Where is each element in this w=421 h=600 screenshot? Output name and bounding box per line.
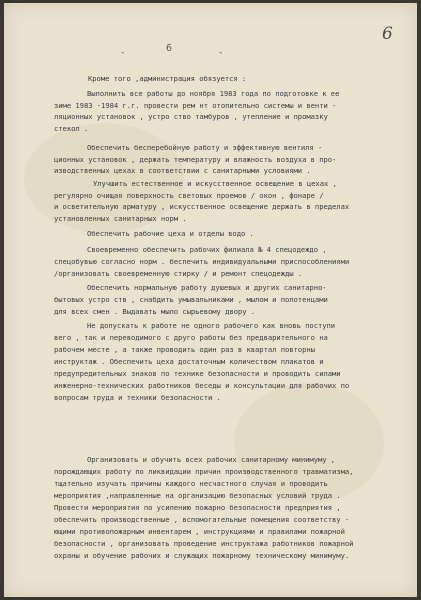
text-line: Улучшить естественное и искусственное освещение в цехах , — [93, 179, 337, 188]
text-line: Организовать и обучить всех рабочих санитарному минимуму , — [87, 455, 336, 464]
text-line: рабочем месте , а также проводить один раз в квартал повторны — [54, 345, 315, 354]
text-line: мероприятия ,направленные на организацию безопасных условий труда . — [54, 491, 341, 500]
text-line: предупредительных знаков по технике безопасности и проводить силами — [54, 369, 341, 378]
text-line: Обеспечить рабочие цеха и отделы водо . — [87, 229, 254, 238]
text-line: Обеспечить бесперебойную работу и эффективную вентиля - — [87, 143, 323, 152]
text-line: спецобувью согласно норм . беспечить индивидуальными приспособлениями — [54, 257, 350, 266]
text-line: стекол . — [54, 124, 89, 133]
text-line: безопасности , организовать проведение инструктажа работников пожарной — [54, 539, 354, 548]
text-line: зиме 1983 -1984 г.г. провести рем нт отопительно системы и венти - — [54, 101, 337, 110]
header-dash-right: - — [218, 48, 224, 58]
text-line: и осветительную арматуру , искусственное освещение держать в пределах — [54, 202, 350, 211]
text-line: инженерно-технических работников беседы и консультации для рабочих по — [54, 381, 350, 390]
text-line: Кроме того ,администрация обязуется : — [88, 74, 247, 83]
text-line: бытовых устро ств , снабдить умывальниками , мылом и полотенцами — [54, 295, 328, 304]
text-line: для всех смен . Выдавать мыло сырьевому двору . — [54, 307, 256, 316]
page-number: 6 — [166, 43, 172, 54]
text-line: ционных установок , держать температуру и влажность воздуха в про- — [54, 155, 337, 164]
text-line: регулярно очищая поверхность световых проемов / окон , фонаре / — [54, 191, 324, 200]
text-line: порождающих работу по ликвидации причин производственного травматизма, — [54, 467, 354, 476]
text-line: Выполнить все работы до ноября 1983 года по подготовке к ее — [87, 89, 340, 98]
text-line: ляционных установок , устро ство тамбуров , утепление и промазку — [54, 112, 328, 121]
text-line: вопросам труда и техники безопасности . — [54, 393, 221, 402]
text-line: установленных санитарных норм . — [54, 214, 187, 223]
text-line: Своевременно обеспечить рабочих филиала № 4 спецодеждо , — [87, 245, 327, 254]
text-line: вего , так и переводимого с друго работы без предварительного на — [54, 333, 328, 342]
text-line: охраны и обучение рабочих и служащих пожарному техническому минимуму. — [54, 551, 350, 560]
text-line: ющими противопожарным инвентарем , инструкциями и правилами пожарной — [54, 527, 345, 536]
text-line: инструктаж . Обеспечить цеха достаточным количеством плакатов и — [54, 357, 324, 366]
text-line: обеспечить производственные , вспомогательные помещения соответству - — [54, 515, 350, 524]
text-line: Провести мероприятия по усилению пожарно безопасности предприятия , — [54, 503, 341, 512]
text-line: /организовать своевременную стирку / и ремонт спецодежды . — [54, 269, 303, 278]
header-dash-left: - — [120, 48, 126, 58]
text-line: тщательно изучать причины каждого несчастного случая и проводить — [54, 479, 328, 488]
text-line: изводственных цехах в соответствии с санитарными условиями . — [54, 166, 311, 175]
text-line: Не допускать к работе не одного рабочего как вновь поступи — [87, 321, 336, 330]
text-line: Обеспечить нормальную работу душевых и других санитарно- — [87, 283, 327, 292]
document-page — [4, 3, 417, 597]
handwritten-page-number: 6 — [382, 24, 393, 44]
